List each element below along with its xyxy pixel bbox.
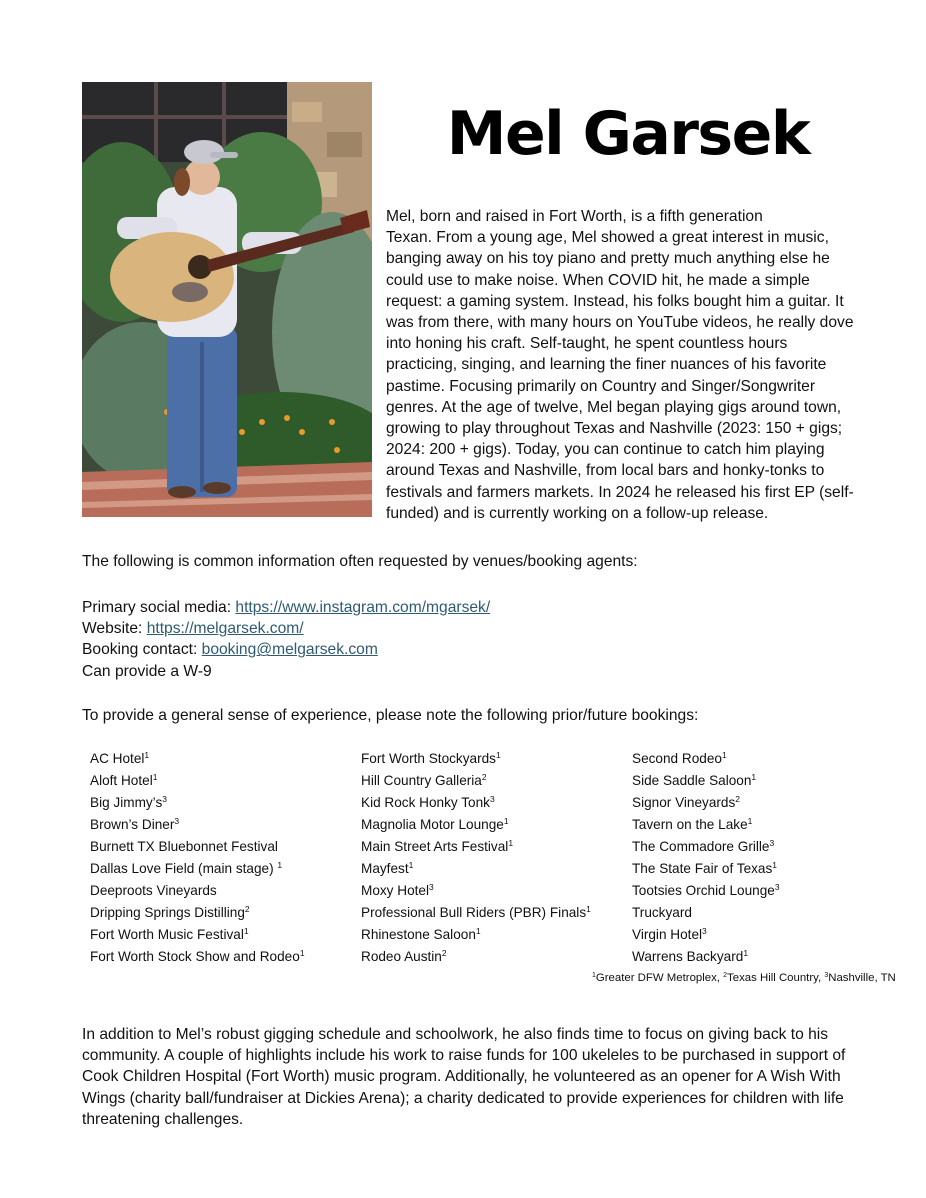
bio-line: banging away on his toy piano and pretty much anything else he [386, 250, 830, 268]
booking-item: Dripping Springs Distilling$^2$ [90, 904, 250, 920]
artist-photo [82, 82, 372, 517]
bio-line: festivals and farmers markets. In 2024 he released his first EP (self- [386, 483, 854, 501]
booking-item: Professional Bull Riders (PBR) Finals$^1$ [361, 904, 591, 920]
bio-line: practicing, singing, and learning the finer nuances of his favorite [386, 356, 827, 374]
booking-item: Tootsies Orchid Lounge$^3$ [632, 882, 780, 898]
booking-item: Brown’s Diner$^3$ [90, 816, 180, 832]
booking-item: The State Fair of Texas$^1$ [632, 860, 778, 876]
booking-item: Fort Worth Music Festival$^1$ [90, 926, 249, 942]
website-label: Website: [82, 620, 147, 638]
social-media-row [82, 597, 490, 618]
booking-item: Deeproots Vineyards [90, 883, 217, 898]
booking-item: Big $Jimmy’s^3$ [90, 794, 167, 810]
booking-item: Mayfest$^1$ [361, 860, 414, 876]
bio-line: genres. At the age of twelve, Mel began playing gigs around town, [386, 398, 842, 416]
booking-email-link[interactable]: booking@melgarsek.com [201, 641, 378, 659]
booking-item: Hill Country Galleria$^2$ [361, 772, 487, 788]
guitar-player-image [82, 82, 372, 517]
bio-line: Texan. From a young age, Mel showed a great interest in music, [386, 229, 829, 247]
booking-item: Aloft Hotel$^1$ [90, 772, 158, 788]
booking-item: Moxy Hotel$^3$ [361, 882, 434, 898]
booking-item: Warrens Backyard$^1$ [632, 948, 749, 964]
bio-line: around Texas and Nashville, from local bars and honky-tonks to [386, 462, 825, 480]
booking-item: Second Rodeo$^1$ [632, 750, 727, 766]
bookings-column-3 [632, 748, 892, 968]
contact-info [82, 597, 490, 682]
booking-item: Burnett TX Bluebonnet Festival [90, 839, 278, 854]
booking-item: Fort Worth Stockyards$^1$ [361, 750, 501, 766]
booking-item: Signor Vineyards$^2$ [632, 794, 741, 810]
community-paragraph: In addition to Mel’s robust gigging schedule and schoolwork, he also finds time to focus on giving back to his community. A couple of highlights include his work to raise funds for 100 ukeleles to be purchased in support of Cook Children Hospital (Fort Worth) music program. Additionally, he volunteered as an opener for A Wish With Wings (charity ball/fundraiser at Dickies Arena); a charity dedicated to provide experiences for children with life threatening challenges. [82, 1026, 846, 1128]
bio-line: pastime. Focusing primarily on Country and Singer/Songwriter [386, 377, 816, 395]
page-title: Mel Garsek [446, 99, 810, 169]
bio-line: request: a gaming system. Instead, his folks bought him a guitar. It [386, 292, 844, 310]
bio-line: funded) and is currently working on a follow-up release. [386, 504, 769, 522]
booking-label: Booking contact: [82, 641, 202, 659]
website-link[interactable]: https://melgarsek.com/ [146, 620, 304, 638]
booking-item: Truckyard [632, 905, 692, 920]
booking-item: Dallas Love Field (main stage) $^1$ [90, 860, 283, 876]
bio-line: 2024: 200 + gigs). Today, you can continue to catch him playing [386, 441, 825, 459]
booking-item: Kid Rock Honky Tonk$^3$ [361, 794, 495, 810]
booking-item: AC Hotel$^1$ [90, 750, 150, 766]
bio-paragraph [386, 206, 876, 524]
bookings-intro: To provide a general sense of experience, please note the following prior/future bookings: [82, 707, 699, 724]
booking-item: Main Street Arts Festival$^1$ [361, 838, 514, 854]
bookings-column-2 [361, 748, 632, 968]
bio-line: growing to play throughout Texas and Nashville (2023: 150 + gigs; [386, 420, 843, 438]
booking-item: Virgin Hotel$^3$ [632, 926, 707, 942]
bookings-column-1 [90, 748, 361, 968]
region-legend: $^1$Greater DFW Metroplex, $^2$Texas Hill Country, $^3$Nashville, TN [592, 972, 896, 984]
booking-item: The Commadore Grille$^3$ [632, 838, 775, 854]
booking-row [82, 639, 490, 660]
w9-note: Can provide a W-9 [82, 662, 212, 680]
booking-item: Rhinestone Saloon$^1$ [361, 926, 481, 942]
booking-item: Side Saddle Saloon$^1$ [632, 772, 757, 788]
bio-line: Mel, born and raised in Fort Worth, is a fifth generation [386, 208, 763, 225]
website-row [82, 618, 490, 639]
bookings-list [90, 748, 900, 968]
info-intro: The following is common information often requested by venues/booking agents: [82, 553, 638, 570]
social-media-label: Primary social media: [82, 599, 236, 616]
booking-item: Magnolia Motor Lounge$^1$ [361, 816, 509, 832]
booking-item: Tavern on the Lake$^1$ [632, 816, 753, 832]
bio-line: into honing his craft. Self-taught, he spent countless hours [386, 335, 788, 353]
bio-line: could use to make noise. When COVID hit, he made a simple [386, 271, 810, 289]
booking-item: Rodeo Austin$^2$ [361, 948, 447, 964]
booking-item: Fort Worth Stock Show and Rodeo$^1$ [90, 948, 305, 964]
bio-line: was from there, with many hours on YouTube videos, he really dove [386, 314, 854, 332]
instagram-link[interactable]: https://www.instagram.com/mgarsek/ [235, 599, 491, 616]
